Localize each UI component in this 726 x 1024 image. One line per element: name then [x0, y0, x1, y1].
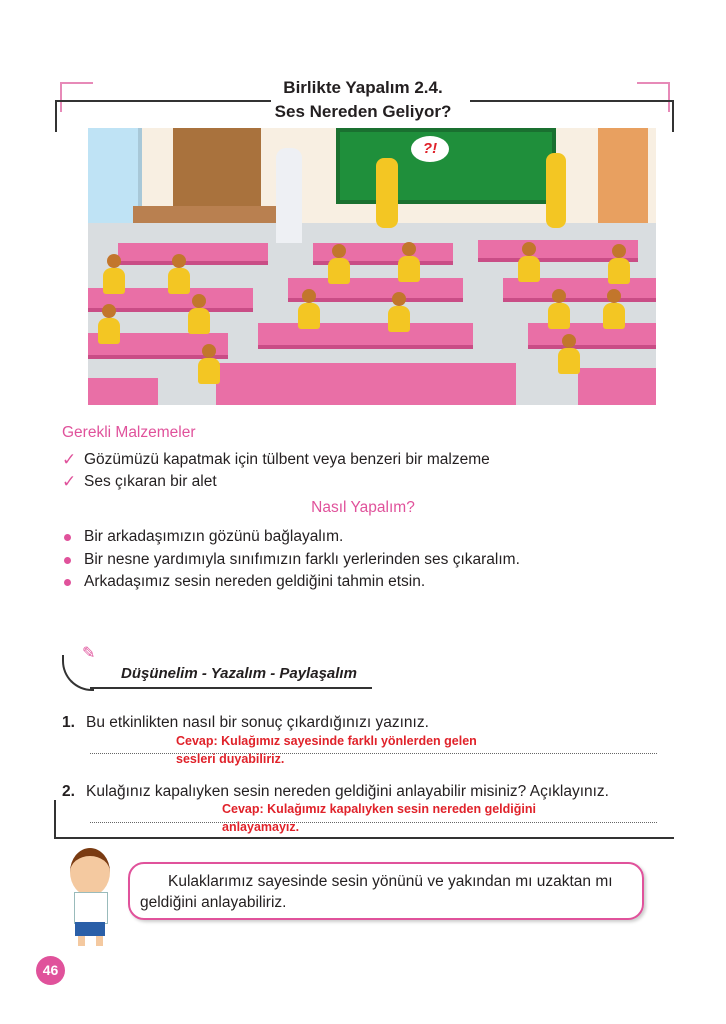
bullet-icon	[64, 534, 71, 541]
page-number: 46	[36, 956, 65, 985]
info-bubble	[128, 862, 644, 920]
think-heading: Düşünelim - Yazalım - Paylaşalım	[121, 665, 357, 682]
answer-text: Cevap: Kulağımız sayesinde farklı yönlerden gelen	[176, 734, 477, 748]
answer-text: anlayamayız.	[222, 820, 300, 834]
question-text: Kulağınız kapalıyken sesin nereden geldiğini anlayabilir misiniz? Açıklayınız.	[86, 783, 609, 800]
classroom-illustration	[88, 128, 656, 405]
procedure-heading: Nasıl Yapalım?	[311, 499, 415, 516]
boy-character	[62, 848, 122, 948]
answer-line	[90, 822, 657, 823]
question-number: 1.	[62, 714, 75, 731]
frame-line	[54, 837, 674, 839]
checkmark-icon: ✓	[62, 450, 77, 469]
material-item: Ses çıkaran bir alet	[84, 473, 217, 490]
question-number: 2.	[62, 783, 75, 800]
bullet-icon	[64, 579, 71, 586]
speech-bubble: ?!	[411, 136, 449, 162]
activity-subtitle: Ses Nereden Geliyor?	[274, 102, 452, 121]
material-item: Gözümüzü kapatmak için tülbent veya benzeri bir malzeme	[84, 451, 490, 468]
header-underline	[90, 687, 372, 689]
activity-title: Birlikte Yapalım 2.4.	[283, 78, 443, 97]
materials-heading: Gerekli Malzemeler	[62, 424, 196, 441]
answer-text: Cevap: Kulağımız kapalıyken sesin nereden geldiğini	[222, 802, 536, 816]
info-text: Kulaklarımız sayesinde sesin yönünü ve yakından mı uzaktan mı geldiğini anlayabiliriz.	[140, 873, 613, 911]
procedure-step: Bir arkadaşımızın gözünü bağlayalım.	[84, 528, 344, 545]
procedure-step: Arkadaşımız sesin nereden geldiğini tahmin etsin.	[84, 573, 426, 590]
frame-line	[54, 800, 56, 839]
chalkboard	[336, 128, 556, 204]
pencil-icon: ✎	[82, 645, 96, 662]
procedure-step: Bir nesne yardımıyla sınıfımızın farklı yerlerinden ses çıkaralım.	[84, 551, 520, 568]
question-text: Bu etkinlikten nasıl bir sonuç çıkardığınızı yazınız.	[86, 714, 429, 731]
checkmark-icon: ✓	[62, 472, 77, 491]
bullet-icon	[64, 557, 71, 564]
answer-text: sesleri duyabiliriz.	[176, 752, 285, 766]
